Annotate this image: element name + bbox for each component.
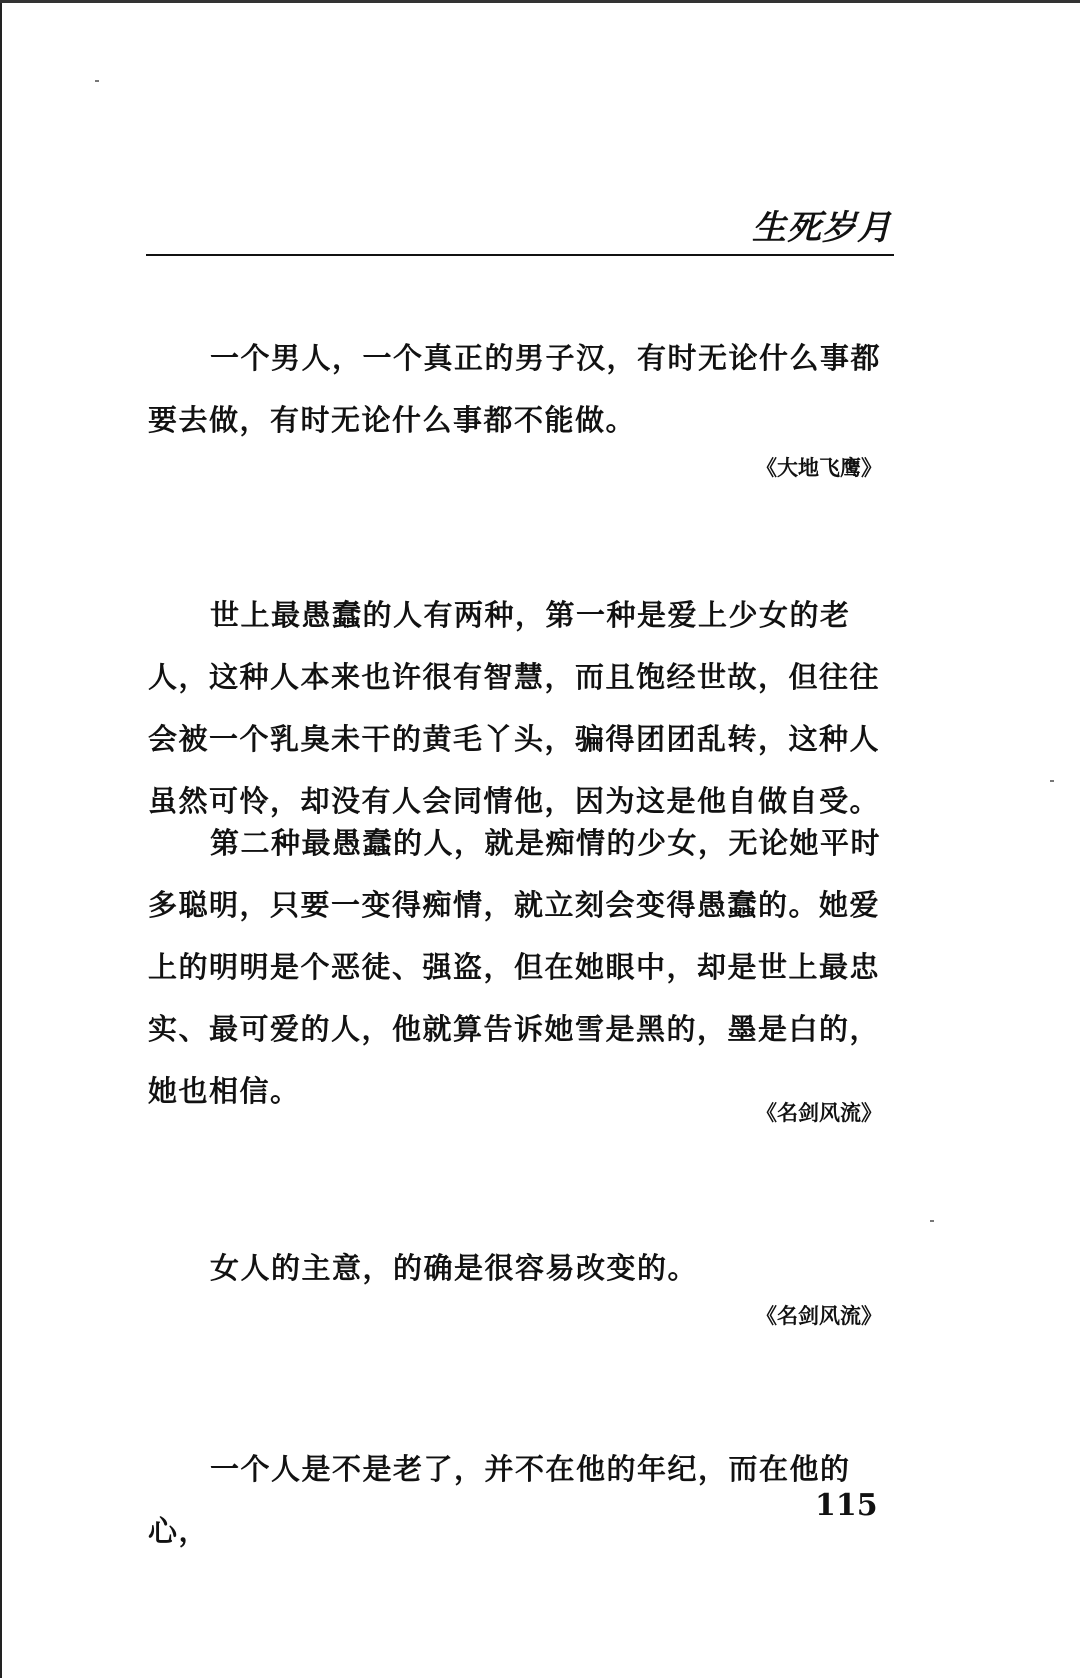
quote-2-source: 《名剑风流》 <box>756 1100 882 1125</box>
running-head-title: 生死岁月 <box>752 208 892 248</box>
quote-3-paragraph-1: 女人的主意，的确是很容易改变的。 <box>210 1251 699 1285</box>
quote-4-paragraph-1: 一个人是不是老了，并不在他的年纪，而在他的心， <box>148 1452 851 1548</box>
quote-1-source: 《大地飞鹰》 <box>756 455 882 480</box>
quote-2-paragraph-1: 世上最愚蠢的人有两种，第一种是爱上少女的老人，这种人本来也许很有智慧，而且饱经世故，但往往会被一个乳臭未干的黄毛丫头，骗得团团乱转，这种人虽然可怜，却没有人会同情他，因为这是他自做自受。 <box>148 598 881 818</box>
quote-3-source: 《名剑风流》 <box>756 1303 882 1328</box>
quote-1-paragraph-1: 一个男人，一个真正的男子汉，有时无论什么事都要去做，有时无论什么事都不能做。 <box>148 341 882 437</box>
quote-2-paragraph-2: 第二种最愚蠢的人，就是痴情的少女，无论她平时多聪明，只要一变得痴情，就立刻会变得愚蠢的。她爱上的明明是个恶徒、强盗，但在她眼中，却是世上最忠实、最可爱的人，他就算告诉她雪是黑的，墨是白的，她也相信。 <box>148 826 882 1108</box>
page-left-edge <box>0 0 2 1678</box>
scan-speck <box>1050 780 1054 782</box>
page-number: 115 <box>815 1488 878 1523</box>
scan-speck <box>930 1220 934 1222</box>
page-top-edge <box>0 0 1080 3</box>
scan-speck <box>95 80 99 82</box>
header-rule <box>146 254 894 256</box>
